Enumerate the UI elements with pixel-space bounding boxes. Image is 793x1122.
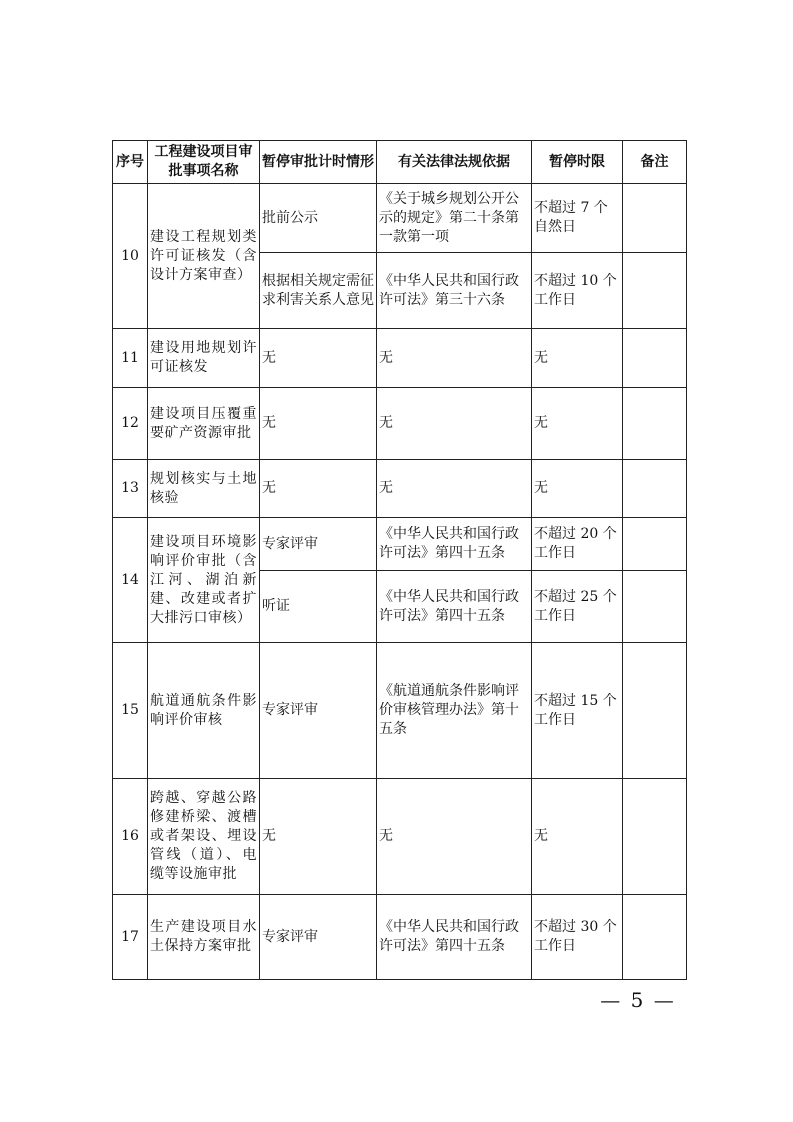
- row-limit: 不超过 30 个工作日: [532, 895, 623, 980]
- row-remark: [623, 518, 687, 571]
- row-seq: 17: [113, 895, 148, 980]
- header-item-name: 工程建设项目审批事项名称: [148, 141, 260, 184]
- row-seq: 10: [113, 184, 148, 329]
- table-row: [113, 460, 687, 518]
- row-legal-basis: 《关于城乡规划公开公示的规定》第二十条第一款第一项: [377, 184, 532, 253]
- table-header-row: [113, 141, 687, 184]
- row-legal-basis: 无: [377, 460, 532, 518]
- row-situation: 专家评审: [260, 895, 377, 980]
- header-seq: 序号: [113, 141, 148, 184]
- header-suspension-situation: 暂停审批计时情形: [260, 141, 377, 184]
- row-remark: [623, 184, 687, 253]
- table-row: [113, 184, 687, 253]
- row-situation: 无: [260, 460, 377, 518]
- row-limit: 无: [532, 779, 623, 895]
- row-situation: 听证: [260, 571, 377, 643]
- row-legal-basis: 《中华人民共和国行政许可法》第三十六条: [377, 253, 532, 329]
- table-row: [113, 895, 687, 980]
- header-remark: 备注: [623, 141, 687, 184]
- row-legal-basis: 无: [377, 329, 532, 388]
- row-remark: [623, 895, 687, 980]
- row-item-name: 建设项目环境影响评价审批（含江河、湖泊新建、改建或者扩大排污口审核）: [148, 518, 260, 643]
- row-item-name: 规划核实与土地核验: [148, 460, 260, 518]
- row-limit: 无: [532, 329, 623, 388]
- row-remark: [623, 460, 687, 518]
- row-remark: [623, 779, 687, 895]
- row-legal-basis: 无: [377, 779, 532, 895]
- row-seq: 16: [113, 779, 148, 895]
- row-remark: [623, 643, 687, 779]
- table-row: [113, 329, 687, 388]
- row-seq: 15: [113, 643, 148, 779]
- approval-suspension-table: [112, 140, 687, 980]
- row-situation: 专家评审: [260, 518, 377, 571]
- row-seq: 12: [113, 388, 148, 460]
- row-seq: 13: [113, 460, 148, 518]
- row-item-name: 航道通航条件影响评价审核: [148, 643, 260, 779]
- row-limit: 不超过 15 个工作日: [532, 643, 623, 779]
- row-situation: 批前公示: [260, 184, 377, 253]
- row-limit: 不超过 7 个自然日: [532, 184, 623, 253]
- row-item-name: 跨越、穿越公路修建桥梁、渡槽或者架设、埋设管线（道）、电缆等设施审批: [148, 779, 260, 895]
- table-row: [113, 388, 687, 460]
- table-row: [113, 779, 687, 895]
- row-remark: [623, 329, 687, 388]
- row-legal-basis: 《航道通航条件影响评价审核管理办法》第十五条: [377, 643, 532, 779]
- row-remark: [623, 571, 687, 643]
- row-situation: 无: [260, 779, 377, 895]
- row-situation: 无: [260, 388, 377, 460]
- row-item-name: 建设用地规划许可证核发: [148, 329, 260, 388]
- row-seq: 14: [113, 518, 148, 643]
- row-limit: 不超过 25 个工作日: [532, 571, 623, 643]
- header-suspension-limit: 暂停时限: [532, 141, 623, 184]
- row-remark: [623, 253, 687, 329]
- row-situation: 专家评审: [260, 643, 377, 779]
- row-limit: 不超过 20 个工作日: [532, 518, 623, 571]
- row-legal-basis: 无: [377, 388, 532, 460]
- row-limit: 无: [532, 388, 623, 460]
- row-seq: 11: [113, 329, 148, 388]
- row-legal-basis: 《中华人民共和国行政许可法》第四十五条: [377, 895, 532, 980]
- header-legal-basis: 有关法律法规依据: [377, 141, 532, 184]
- row-situation: 根据相关规定需征求利害关系人意见: [260, 253, 377, 329]
- row-item-name: 建设工程规划类许可证核发（含设计方案审查）: [148, 184, 260, 329]
- page-number: — 5 —: [600, 988, 676, 1012]
- row-legal-basis: 《中华人民共和国行政许可法》第四十五条: [377, 571, 532, 643]
- row-remark: [623, 388, 687, 460]
- row-limit: 不超过 10 个工作日: [532, 253, 623, 329]
- row-item-name: 建设项目压覆重要矿产资源审批: [148, 388, 260, 460]
- table-row: [113, 518, 687, 571]
- row-item-name: 生产建设项目水土保持方案审批: [148, 895, 260, 980]
- table-row: [113, 643, 687, 779]
- row-legal-basis: 《中华人民共和国行政许可法》第四十五条: [377, 518, 532, 571]
- row-limit: 无: [532, 460, 623, 518]
- row-situation: 无: [260, 329, 377, 388]
